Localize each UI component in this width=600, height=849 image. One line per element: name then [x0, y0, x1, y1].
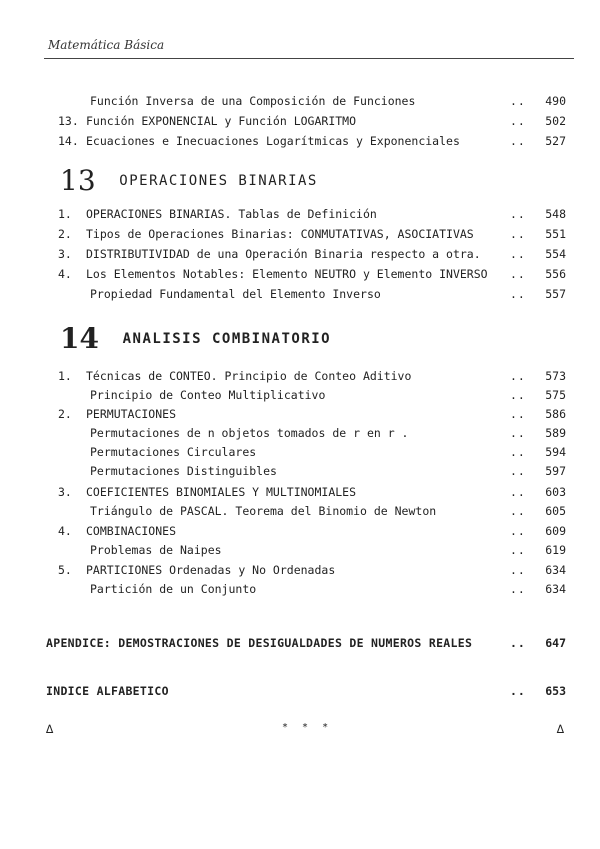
entry-title: Permutaciones Circulares	[90, 445, 257, 459]
page-number: 586	[545, 407, 566, 421]
leader-dots: ..	[510, 485, 526, 499]
leader-dots: ..	[510, 369, 526, 383]
entry-number: 2.	[58, 227, 72, 241]
chapter-number: 13	[60, 164, 96, 197]
header-rule	[44, 58, 574, 59]
chapter-title: ANALISIS COMBINATORIO	[122, 330, 332, 347]
toc-entry	[0, 561, 600, 579]
entry-title: COEFICIENTES BINOMIALES Y MULTINOMIALES	[86, 485, 357, 499]
entry-title: PARTICIONES Ordenadas y No Ordenadas	[86, 563, 336, 577]
entry-title: Ecuaciones e Inecuaciones Logarítmicas y Exponenciales	[86, 134, 460, 148]
entry-title: Triángulo de PASCAL. Teorema del Binomio de Newton	[90, 504, 437, 518]
leader-dots: ..	[510, 445, 526, 459]
entry-title: Tipos de Operaciones Binarias: CONMUTATIVAS, ASOCIATIVAS	[86, 227, 474, 241]
entry-number: 3.	[58, 247, 72, 261]
page-number: 527	[545, 134, 566, 148]
toc-entry	[0, 112, 600, 130]
entry-title: Función Inversa de una Composición de Funciones	[90, 94, 416, 108]
chapter-number: 14	[60, 322, 99, 355]
page-number: 575	[545, 388, 566, 402]
toc-entry	[0, 265, 600, 283]
triangle-right-icon: ∆	[556, 722, 564, 736]
entry-title: Función EXPONENCIAL y Función LOGARITMO	[86, 114, 357, 128]
toc-entry	[0, 245, 600, 263]
page-number: 594	[545, 445, 566, 459]
appendix-title: APENDICE: DEMOSTRACIONES DE DESIGUALDADES DE NUMEROS REALES	[46, 636, 473, 650]
toc-entry	[0, 522, 600, 540]
leader-dots: ..	[510, 504, 526, 518]
toc-entry	[0, 502, 600, 520]
toc-entry	[0, 443, 600, 461]
page-number: 605	[545, 504, 566, 518]
entry-title: Propiedad Fundamental del Elemento Inverso	[90, 287, 381, 301]
toc-entry	[0, 405, 600, 423]
entry-title: DISTRIBUTIVIDAD de una Operación Binaria respecto a otra.	[86, 247, 481, 261]
entry-number: 2.	[58, 407, 72, 421]
toc-entry	[0, 424, 600, 442]
entry-title: Problemas de Naipes	[90, 543, 222, 557]
toc-entry	[0, 541, 600, 559]
page-number: 502	[545, 114, 566, 128]
leader-dots: ..	[510, 287, 526, 301]
leader-dots: ..	[510, 524, 526, 538]
entry-title: Permutaciones Distinguibles	[90, 464, 277, 478]
entry-title: Partición de un Conjunto	[90, 582, 257, 596]
page-number: 603	[545, 485, 566, 499]
chapter-13-heading	[60, 164, 318, 200]
entry-number: 1.	[58, 207, 72, 221]
entry-number: 4.	[58, 524, 72, 538]
leader-dots: ..	[510, 388, 526, 402]
entry-title: OPERACIONES BINARIAS. Tablas de Definición	[86, 207, 377, 221]
page-number: 653	[545, 684, 566, 698]
leader-dots: ..	[510, 94, 526, 108]
toc-entry	[0, 386, 600, 404]
page-number: 551	[545, 227, 566, 241]
leader-dots: ..	[510, 114, 526, 128]
asterisks-ornament: * * *	[282, 722, 333, 733]
entry-number: 4.	[58, 267, 72, 281]
leader-dots: ..	[510, 582, 526, 596]
entry-title: PERMUTACIONES	[86, 407, 177, 421]
entry-number: 5.	[58, 563, 72, 577]
triangle-left-icon: ∆	[46, 722, 54, 736]
page-number: 609	[545, 524, 566, 538]
page-number: 557	[545, 287, 566, 301]
toc-entry	[0, 285, 600, 303]
toc-entry	[0, 205, 600, 223]
entry-number: 1.	[58, 369, 72, 383]
leader-dots: ..	[510, 684, 526, 698]
chapter-title: OPERACIONES BINARIAS	[119, 172, 318, 189]
entry-title: Permutaciones de n objetos tomados de r en r .	[90, 426, 409, 440]
page-number: 548	[545, 207, 566, 221]
toc-entry	[0, 132, 600, 150]
toc-entry	[0, 367, 600, 385]
page-number: 554	[545, 247, 566, 261]
leader-dots: ..	[510, 267, 526, 281]
leader-dots: ..	[510, 207, 526, 221]
entry-title: COMBINACIONES	[86, 524, 177, 538]
entry-number: 14.	[58, 134, 79, 148]
leader-dots: ..	[510, 636, 526, 650]
toc-entry	[0, 483, 600, 501]
chapter-14-heading	[60, 322, 331, 358]
page-number: 597	[545, 464, 566, 478]
page-number: 634	[545, 582, 566, 596]
page-number: 490	[545, 94, 566, 108]
page-number: 556	[545, 267, 566, 281]
entry-title: Los Elementos Notables: Elemento NEUTRO y Elemento INVERSO	[86, 267, 488, 281]
leader-dots: ..	[510, 407, 526, 421]
page-number: 647	[545, 636, 566, 650]
entry-title: Técnicas de CONTEO. Principio de Conteo Aditivo	[86, 369, 412, 383]
leader-dots: ..	[510, 247, 526, 261]
toc-entry	[0, 580, 600, 598]
running-header: Matemática Básica	[48, 38, 165, 52]
leader-dots: ..	[510, 464, 526, 478]
entry-number: 13.	[58, 114, 79, 128]
leader-dots: ..	[510, 426, 526, 440]
leader-dots: ..	[510, 134, 526, 148]
toc-entry	[0, 225, 600, 243]
page-footer	[0, 722, 600, 742]
leader-dots: ..	[510, 543, 526, 557]
entry-title: Principio de Conteo Multiplicativo	[90, 388, 326, 402]
appendix-entry	[0, 633, 600, 653]
leader-dots: ..	[510, 563, 526, 577]
index-title: INDICE ALFABETICO	[46, 684, 169, 698]
page-number: 573	[545, 369, 566, 383]
entry-number: 3.	[58, 485, 72, 499]
page-number: 619	[545, 543, 566, 557]
page-number: 634	[545, 563, 566, 577]
index-entry	[0, 681, 600, 701]
leader-dots: ..	[510, 227, 526, 241]
page-number: 589	[545, 426, 566, 440]
toc-entry	[0, 462, 600, 480]
toc-entry	[0, 92, 600, 110]
